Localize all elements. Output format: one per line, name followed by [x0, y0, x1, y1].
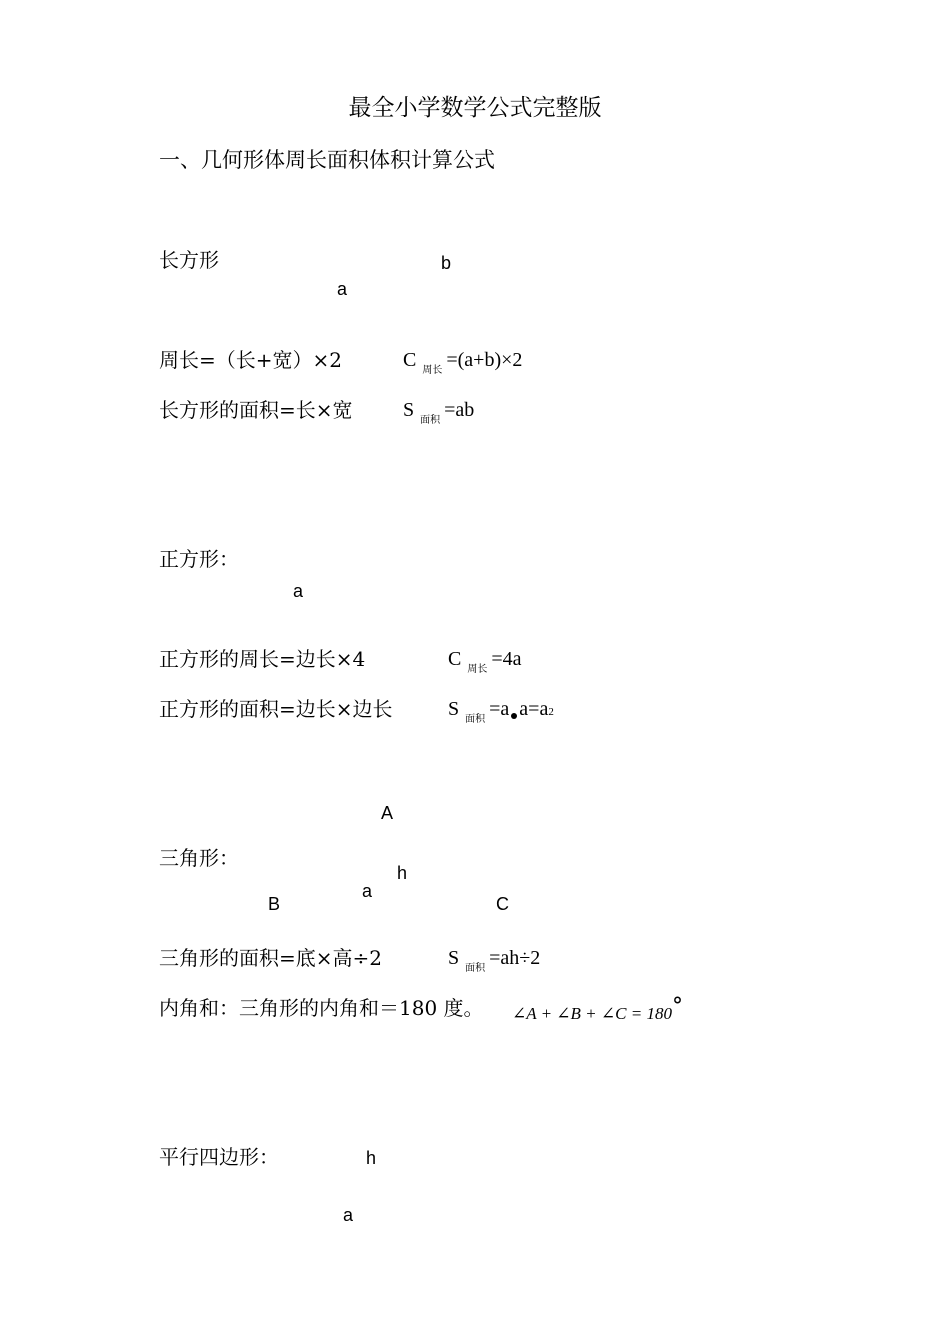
triangle-label-h: h: [397, 863, 408, 883]
area-rhs-part1: =a: [489, 698, 510, 720]
area-symbol: S: [448, 947, 460, 969]
triangle-label-a: a: [362, 881, 373, 901]
area-rhs-part2: a=a: [519, 698, 549, 720]
area-subscript: 面积: [465, 714, 486, 725]
area-subscript: 面积: [420, 415, 441, 426]
triangle-area-formula: [448, 947, 541, 974]
area-superscript: 2: [548, 706, 554, 718]
rectangle-perimeter-formula: [403, 349, 523, 376]
square-area-formula: [448, 698, 554, 725]
triangle-label-B: B: [268, 894, 281, 914]
rectangle-label-b: b: [441, 253, 452, 273]
square-label-a: a: [293, 581, 304, 601]
parallelogram-label-h: h: [366, 1148, 377, 1168]
perimeter-rhs: =4a: [491, 648, 522, 670]
triangle-label-C: C: [496, 894, 509, 914]
parallelogram-label-a: a: [343, 1205, 354, 1225]
rectangle-perimeter-text: 周长=（长+宽）×2: [159, 348, 342, 372]
degree-icon: °: [671, 994, 683, 1019]
area-symbol: S: [403, 399, 415, 421]
area-rhs: =ab: [444, 399, 475, 421]
triangle-label-A: A: [381, 803, 394, 823]
perimeter-subscript: 周长: [467, 664, 488, 675]
rectangle-name: 长方形: [159, 248, 219, 272]
triangle-area-text: 三角形的面积=底×高÷2: [159, 946, 382, 970]
rectangle-label-a: a: [337, 279, 348, 299]
rectangle-area-text: 长方形的面积=长×宽: [159, 398, 353, 422]
perimeter-symbol: C: [403, 349, 417, 371]
rectangle-area-formula: [403, 399, 475, 426]
triangle-name: 三角形：: [159, 846, 239, 870]
parallelogram-name: 平行四边形：: [159, 1145, 279, 1169]
section-heading: 一、几何形体周长面积体积计算公式: [159, 148, 495, 172]
square-perimeter-formula: [448, 648, 522, 675]
area-symbol: S: [448, 698, 460, 720]
document-title: 最全小学数学公式完整版: [348, 95, 602, 121]
triangle-angle-text: 内角和：三角形的内角和＝180 度。: [159, 996, 484, 1020]
perimeter-symbol: C: [448, 648, 462, 670]
square-perimeter-text: 正方形的周长=边长×4: [159, 647, 366, 671]
triangle-angle-formula: [512, 994, 683, 1024]
area-rhs: =ah÷2: [489, 947, 541, 969]
perimeter-subscript: 周长: [422, 365, 443, 376]
angle-sum-equation: ∠A + ∠B + ∠C = 180: [512, 1004, 672, 1023]
area-subscript: 面积: [465, 963, 486, 974]
multiply-dot-icon: [511, 713, 517, 719]
perimeter-rhs: =(a+b)×2: [446, 349, 523, 371]
square-area-text: 正方形的面积=边长×边长: [159, 697, 393, 721]
square-name: 正方形：: [159, 547, 239, 571]
